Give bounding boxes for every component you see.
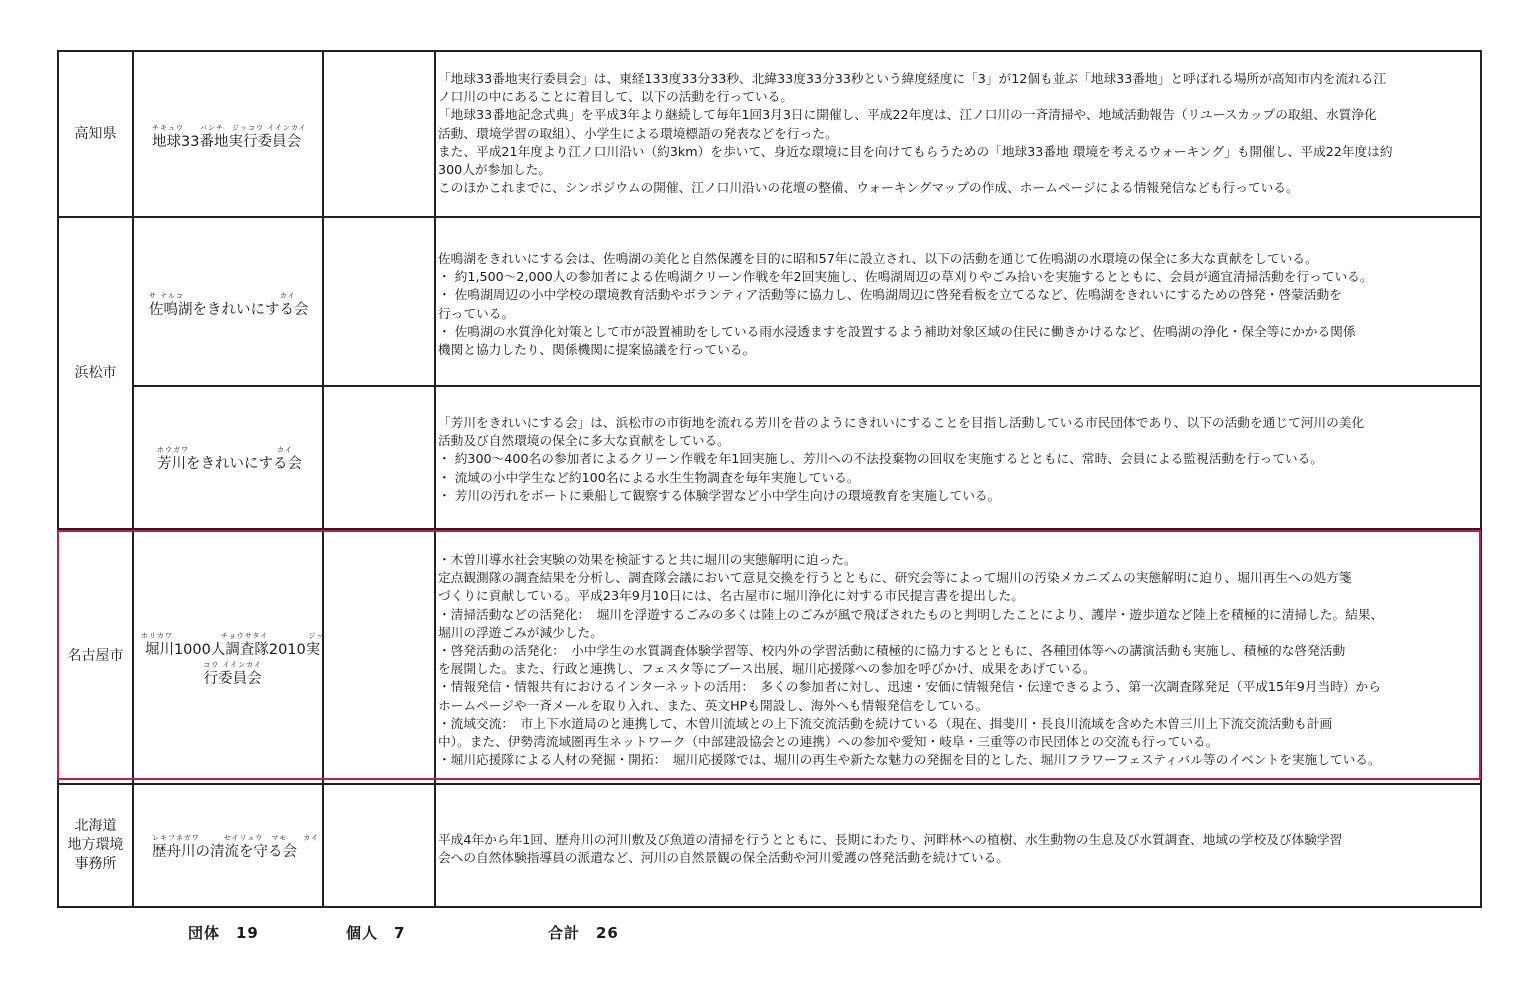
org-name: 佐鳴湖をきれいにする会 bbox=[149, 302, 309, 318]
org-ruby: コウ イインカイ bbox=[203, 661, 262, 669]
table-bottom-border bbox=[57, 906, 1482, 908]
description-text: 「芳川をきれいにする会」は、浜松市の市街地を流れる芳川を昔のようにきれいにすることを目指し活動している市民団体であり、以下の活動を通じて河川の美化 活動及び自然環境の保全に多大な貢献をしている。 ・ 約300～400名の参加者によるクリーン作戦を年1回実施し、芳川への不法投棄物の回収を実施するとともに、常時、会員による監視活動を行っている。 ・ 流域の小中学生など約100名による水生生物調査を毎年実施している。 ・ 芳川の汚れをボートに乗船して観察する体験学習など小中学生向けの環境教育を実施している。 bbox=[438, 415, 1365, 503]
org-ruby: ホリカワ チョウサタイ ジッ bbox=[141, 632, 325, 640]
total-individuals: 個人 7 bbox=[346, 924, 406, 942]
org-cell bbox=[149, 292, 309, 319]
row-divider-1 bbox=[57, 216, 1482, 218]
region-cell bbox=[59, 218, 132, 528]
org-cell bbox=[152, 834, 319, 861]
region-label: 北海道 地方環境 事務所 bbox=[67, 818, 124, 872]
region-label: 名古屋市 bbox=[67, 648, 124, 664]
total-groups: 団体 19 bbox=[188, 924, 259, 942]
description-text: 平成4年から年1回、歴舟川の河川敷及び魚道の清掃を行うとともに、長期にわたり、河畔林への植樹、水生動物の生息及び水質調査、地域の学校及び体験学習 会への自然体験指導員の派遣など、河川の自然景観の保全活動や河川愛護の啓発活動を続けている。 bbox=[438, 832, 1343, 866]
org-ruby: チキュウ バンチ ジッコウ イインカイ bbox=[152, 124, 307, 132]
region-label: 浜松市 bbox=[74, 364, 117, 381]
region-cell bbox=[59, 785, 132, 906]
region-cell bbox=[59, 52, 132, 216]
description-text: 佐鳴湖をきれいにする会は、佐鳴湖の美化と自然保護を目的に昭和57年に設立され、以下の活動を通じて佐鳴湖の水環境の保全に多大な貢献をしている。 ・ 約1,500～2,000人の参加者による佐鳴湖クリーン作戦を年2回実施し、佐鳴湖周辺の草刈りやごみ拾いを実施するとともに、会員が適宜清掃活動を行っている。 ・ 佐鳴湖周辺の小中学校の環境教育活動やボランティア活動等に協力し、佐鳴湖周辺に啓発看板を立てるなど、佐鳴湖をきれいにするための啓発・啓蒙活動を 行っている。 ・ 佐鳴湖の水質浄化対策として市が設置補助をしている雨水浸透ますを設置するよう補助対象区域の住民に働きかけるなど、佐鳴湖の浄化・保全等にかかる関係 機関と協力したり、関係機関に提案協議を行っている。 bbox=[438, 251, 1373, 358]
region-label: 高知県 bbox=[74, 125, 117, 142]
highlight-box bbox=[57, 530, 1481, 780]
description-text: ・木曽川導水社会実験の効果を検証すると共に堀川の実態解明に迫った。 定点観測隊の調査結果を分析し、調査隊会議において意見交換を行うとともに、研究会等によって堀川の汚染メカニズムの実態解明に迫り、堀川再生への処方箋 づくりに貢献している。平成23年9月10日には、名古屋市に堀川浄化に対する市民提言書を提出した。 ・清掃活動などの活発化： 堀川を浮遊するごみの多くは陸上のごみが風で飛ばされたものと判明したことにより、護岸・遊歩道など陸上を積極的に清掃した。結果、 堀川の浮遊ごみが減少した。 ・啓発活動の活発化： 小中学生の水質調査体験学習等、校内外の学習活動に積極的に協力するとともに、各種団体等への講演活動も実施し、積極的な啓発活動 を展開した。また、行政と連携し、フェスタ等にブース出展、堀川応援隊への参加を呼びかけ、成果をあげている。 ・情報発信・情報共有におけるインターネットの活用： 多くの参加者に対し、迅速・安価に情報発信・伝達できるよう、第一次調査隊発足（平成15年9月当時）から ホームページや一斉メールを取り入れ、また、英文HPも開設し、海外へも情報発信をしている。 ・流域交流： 市上下水道局のと連携して、木曽川流域との上下流交流活動を続けている（現在、揖斐川・長良川流域を含めた木曽三川上下流交流活動も計画 中）。また、伊勢湾流域圏再生ネットワーク（中部建設協会との連携）への参加や愛知・岐阜・三重等の市民団体との交流も行っている。 ・堀川応援隊による人材の発掘・開拓： 堀川応援隊では、堀川の再生や新たな魅力の発掘を目的とした、堀川フラワーフェスティバル等のイベントを実施している。 bbox=[438, 552, 1384, 768]
org-name: 堀川1000人調査隊2010実 bbox=[144, 642, 321, 658]
total-sum: 合計 26 bbox=[548, 924, 619, 942]
org-name: 歴舟川の清流を守る会 bbox=[152, 844, 297, 860]
org-ruby: ホウガワ カイ bbox=[157, 446, 293, 454]
org-name: 芳川をきれいにする会 bbox=[157, 456, 302, 472]
org-name: 行委員会 bbox=[203, 671, 262, 687]
org-cell bbox=[157, 446, 302, 473]
row-divider-4 bbox=[57, 783, 1482, 785]
org-ruby: レキフネガワ セイリュウ マモ カイ bbox=[152, 834, 320, 842]
org-name: 地球33番地実行委員会 bbox=[152, 134, 301, 150]
org-ruby: サ ナルコ カイ bbox=[149, 292, 296, 300]
description-text: 「地球33番地実行委員会」は、東経133度33分33秒、北緯33度33分33秒という緯度経度に「3」が12個も並ぶ「地球33番地」と呼ばれる場所が高知市内を流れる江 ノ口川の中にあることに着目して、以下の活動を行っている。 「地球33番地記念式典」を平成3年より継続して毎年1回3月3日に開催し、平成22年度は、江ノ口川の一斉清掃や、地域活動報告（リユースカップの取組、水質浄化 活動、環境学習の取組）、小学生による環境標語の発表などを行った。 また、平成21年度より江ノ口川沿い（約3km）を歩いて、身近な環境に目を向けてもらうための「地球33番地 環境を考えるウォーキング」も開催し、平成22年度は約 300人が参加した。 このほかこれまでに、シンポジウムの開催、江ノ口川沿いの花壇の整備、ウォーキングマップの作成、ホームページによる情報発信なども行っている。 bbox=[438, 71, 1393, 196]
row-divider-2a bbox=[132, 385, 1482, 387]
table-top-border bbox=[57, 50, 1482, 52]
org-cell bbox=[152, 124, 307, 151]
